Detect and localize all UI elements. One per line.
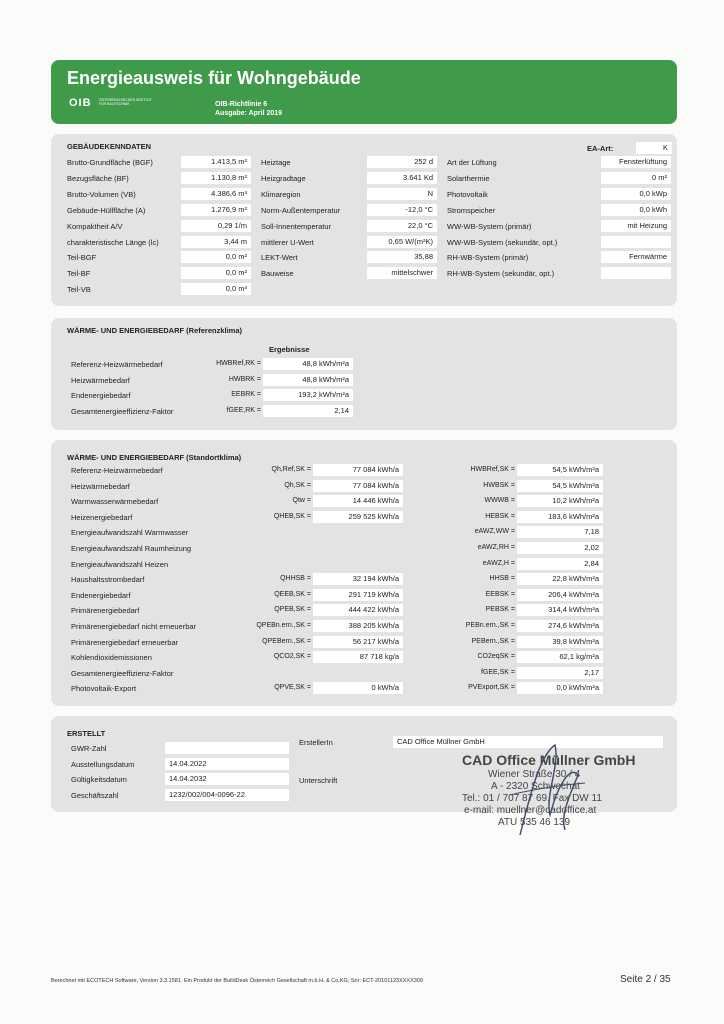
ausgabe: Ausgabe: April 2019 bbox=[215, 110, 283, 117]
gebaeude-title: GEBÄUDEKENNDATEN bbox=[67, 142, 152, 151]
std-s-symbol: HWBRef,SK = bbox=[470, 466, 515, 473]
std-label: Primärenergiebedarf bbox=[71, 606, 140, 616]
geb-col2-label: mittlerer U-Wert bbox=[261, 237, 314, 247]
std-q-value: 32 194 kWh/a bbox=[313, 573, 403, 585]
geb-col2-value: 35,88 bbox=[367, 251, 437, 263]
ref-label: Endenergiebedarf bbox=[71, 391, 131, 400]
std-q-value: 291 719 kWh/a bbox=[313, 589, 403, 601]
std-s-value: 183,6 kWh/m²a bbox=[517, 511, 603, 523]
std-s-symbol: HHSB = bbox=[489, 575, 515, 583]
geb-col2-value: 22,0 °C bbox=[367, 220, 437, 232]
std-s-symbol: PEBSK = bbox=[485, 606, 515, 614]
std-q-symbol: Qtw = bbox=[292, 497, 311, 505]
header-banner bbox=[51, 60, 677, 124]
stamp-line-4: e-mail: muellner@cadoffice.at bbox=[464, 805, 597, 816]
std-q-value: 56 217 kWh/a bbox=[313, 636, 403, 648]
std-label: Gesamtenergieeffizienz-Faktor bbox=[71, 668, 174, 678]
ea-art-value: K bbox=[636, 142, 672, 154]
std-s-value: 7,18 bbox=[517, 526, 603, 538]
ref-value: 193,2 kWh/m²a bbox=[263, 389, 353, 401]
signature bbox=[500, 735, 590, 845]
stamp-company: CAD Office Müllner GmbH bbox=[462, 752, 636, 768]
std-label: Warmwasserwärmebedarf bbox=[71, 497, 159, 507]
geb-col1-value: 0,0 m³ bbox=[181, 283, 251, 295]
std-q-value: 14 446 kWh/a bbox=[313, 495, 403, 507]
std-q-value: 77 084 kWh/a bbox=[313, 464, 403, 476]
geb-col1-label: Kompaktheit A/V bbox=[67, 221, 123, 231]
std-q-symbol: QEEB,SK = bbox=[274, 590, 311, 598]
std-q-symbol: Qh,Ref,SK = bbox=[271, 466, 311, 473]
std-s-value: 39,8 kWh/m²a bbox=[517, 636, 603, 648]
geb-col3-label: Stromspeicher bbox=[447, 205, 496, 215]
std-s-symbol: eAWZ,WW = bbox=[474, 528, 515, 536]
std-q-symbol: QPVE,SK = bbox=[274, 684, 311, 692]
geb-col3-label: WW-WB-System (sekundär, opt.) bbox=[447, 237, 558, 247]
std-s-value: 274,6 kWh/m²a bbox=[517, 620, 603, 632]
std-q-symbol: QCO2,SK = bbox=[273, 653, 311, 661]
ref-symbol: HWBRK = bbox=[228, 375, 261, 383]
geb-col1-value: 1.130,8 m² bbox=[181, 172, 251, 184]
referenz-panel bbox=[51, 318, 677, 430]
ref-value: 2,14 bbox=[263, 405, 353, 417]
std-q-value: 259 525 kWh/a bbox=[313, 511, 403, 523]
std-q-symbol: QHEB,SK = bbox=[273, 512, 311, 520]
geb-col1-label: charakteristische Länge (lc) bbox=[67, 237, 159, 247]
geb-col2-label: Bauweise bbox=[261, 269, 294, 279]
geb-col1-value: 0,29 1/m bbox=[181, 220, 251, 232]
unterschrift-label: Unterschrift bbox=[299, 776, 338, 785]
std-label: Haushaltsstrombedarf bbox=[71, 575, 145, 585]
geb-col1-label: Gebäude-Hüllfläche (A) bbox=[67, 205, 146, 215]
geb-col2-label: Norm-Außentemperatur bbox=[261, 205, 341, 215]
geb-col1-label: Brutto-Volumen (VB) bbox=[67, 189, 136, 199]
ergebnisse-heading: Ergebnisse bbox=[269, 345, 310, 354]
std-s-value: 62,1 kg/m²a bbox=[517, 651, 603, 663]
std-s-value: 54,5 kWh/m²a bbox=[517, 480, 603, 492]
geb-col2-label: Klimaregion bbox=[261, 189, 301, 199]
std-q-symbol: QHHSB = bbox=[280, 575, 311, 583]
geb-col3-value bbox=[601, 267, 671, 279]
erstellt-value bbox=[165, 742, 289, 754]
erstellt-value: 14.04.2022 bbox=[165, 758, 289, 770]
std-s-value: 2,84 bbox=[517, 558, 603, 570]
std-q-value: 388 205 kWh/a bbox=[313, 620, 403, 632]
geb-col3-label: RH-WB-System (primär) bbox=[447, 253, 529, 263]
geb-col1-label: Teil-BGF bbox=[67, 253, 97, 263]
geb-col3-value: 0,0 kWh bbox=[601, 204, 671, 216]
geb-col1-label: Teil-BF bbox=[67, 269, 91, 279]
std-q-value: 77 084 kWh/a bbox=[313, 480, 403, 492]
geb-col3-label: Art der Lüftung bbox=[447, 158, 497, 167]
std-s-symbol: HEBSK = bbox=[485, 512, 515, 520]
std-s-value: 54,5 kWh/m²a bbox=[517, 464, 603, 476]
document-title: Energieausweis für Wohngebäude bbox=[67, 68, 361, 88]
std-s-symbol: PEBn.ern.,SK = bbox=[465, 622, 515, 629]
std-q-value: 0 kWh/a bbox=[313, 682, 403, 694]
erstellt-value: 14.04.2032 bbox=[165, 773, 289, 785]
std-s-symbol: eAWZ,H = bbox=[482, 559, 515, 567]
ref-symbol: fGEE,RK = bbox=[226, 406, 261, 414]
geb-col1-value: 1.413,5 m² bbox=[181, 156, 251, 168]
std-label: Heizwärmebedarf bbox=[71, 481, 130, 491]
oib-logo: OIB bbox=[69, 97, 92, 109]
std-label: Heizenergiebedarf bbox=[71, 512, 133, 522]
std-q-value: 87 718 kg/a bbox=[313, 651, 403, 663]
std-label: Energieaufwandszahl Warmwasser bbox=[71, 528, 189, 538]
footer-text: Berechnet mit ECOTECH Software, Version 3.3.1581. Ein Produkt der BuildDesk Österreich Gesellschaft m.b.H. & Co.KG; Snr: ECT-20101123XXXX309 bbox=[51, 978, 423, 984]
std-s-value: 22,8 kWh/m²a bbox=[517, 573, 603, 585]
std-q-symbol: Qh,SK = bbox=[284, 481, 311, 489]
ref-label: Heizwärmebedarf bbox=[71, 375, 130, 385]
ref-value: 48,8 kWh/m²a bbox=[263, 374, 353, 386]
standort-panel bbox=[51, 440, 677, 706]
std-label: Energieaufwandszahl Heizen bbox=[71, 559, 169, 569]
geb-col3-label: Solarthermie bbox=[447, 173, 490, 183]
referenz-title: WÄRME- UND ENERGIEBEDARF (Referenzklima) bbox=[67, 326, 243, 335]
std-label: Referenz-Heizwärmebedarf bbox=[71, 466, 163, 475]
std-label: Endenergiebedarf bbox=[71, 590, 131, 600]
page-number: Seite 2 / 35 bbox=[620, 974, 671, 985]
geb-col1-value: 4.386,6 m³ bbox=[181, 188, 251, 200]
geb-col2-value: -12,0 °C bbox=[367, 204, 437, 216]
std-q-symbol: QPEBern.,SK = bbox=[262, 637, 311, 645]
erstellt-title: ERSTELLT bbox=[67, 729, 106, 738]
erstellt-label: Ausstellungsdatum bbox=[71, 759, 135, 769]
std-s-symbol: CO2eqSK = bbox=[477, 653, 515, 661]
geb-col2-value: N bbox=[367, 188, 437, 200]
erstellt-label: GWR-Zahl bbox=[71, 744, 107, 753]
geb-col1-label: Bezugsfläche (BF) bbox=[67, 173, 129, 183]
richtlinie: OIB-Richtlinie 6 bbox=[215, 101, 268, 108]
std-s-symbol: PVExport,SK = bbox=[468, 684, 515, 692]
geb-col1-value: 0,0 m² bbox=[181, 267, 251, 279]
std-s-symbol: EEBSK = bbox=[485, 590, 515, 598]
std-q-symbol: QPEB,SK = bbox=[274, 606, 311, 614]
geb-col1-label: Teil-VB bbox=[67, 285, 91, 295]
std-s-value: 314,4 kWh/m²a bbox=[517, 604, 603, 616]
gebaeude-panel bbox=[51, 134, 677, 306]
std-s-value: 206,4 kWh/m²a bbox=[517, 589, 603, 601]
geb-col3-value: Fensterlüftung bbox=[601, 156, 671, 168]
standort-title: WÄRME- UND ENERGIEBEDARF (Standortklima) bbox=[67, 453, 242, 462]
geb-col2-value: 0,65 W/(m²K) bbox=[367, 236, 437, 248]
ref-symbol: HWBRef,RK = bbox=[216, 360, 261, 367]
oib-logo-subtitle: ÖSTERREICHISCHES INSTITUT FÜR BAUTECHNIK bbox=[99, 98, 152, 106]
geb-col3-value bbox=[601, 236, 671, 248]
std-label: Primärenergiebedarf erneuerbar bbox=[71, 637, 179, 647]
stamp-line-5: ATU 535 46 139 bbox=[498, 817, 571, 828]
ref-label: Gesamtenergieeffizienz-Faktor bbox=[71, 406, 174, 416]
ref-label: Referenz-Heizwärmebedarf bbox=[71, 360, 163, 369]
std-s-symbol: PEBern.,SK = bbox=[471, 637, 515, 645]
std-s-value: 10,2 kWh/m²a bbox=[517, 495, 603, 507]
geb-col2-label: Heizgradtage bbox=[261, 173, 306, 183]
std-label: Kohlendioxidemissionen bbox=[71, 653, 152, 663]
stamp-line-3: Tel.: 01 / 707 87 69, Fax DW 11 bbox=[462, 793, 602, 804]
std-s-symbol: HWBSK = bbox=[483, 481, 515, 489]
geb-col3-value: 0,0 kWp bbox=[601, 188, 671, 200]
geb-col2-label: LEKT-Wert bbox=[261, 253, 298, 263]
geb-col1-label: Brutto-Grundfläche (BGF) bbox=[67, 158, 153, 167]
geb-col3-value: Fernwärme bbox=[601, 251, 671, 263]
std-s-value: 0,0 kWh/m²a bbox=[517, 682, 603, 694]
std-label: Primärenergiebedarf nicht erneuerbar bbox=[71, 622, 197, 631]
geb-col1-value: 3,44 m bbox=[181, 236, 251, 248]
geb-col3-label: RH-WB-System (sekundär, opt.) bbox=[447, 269, 555, 279]
std-s-symbol: eAWZ,RH = bbox=[477, 544, 515, 551]
std-q-symbol: QPEBn.ern.,SK = bbox=[256, 622, 311, 629]
std-s-symbol: WWWB = bbox=[484, 497, 515, 505]
geb-col3-label: Photovoltaik bbox=[447, 189, 488, 199]
ref-symbol: EEBRK = bbox=[231, 391, 261, 398]
erstellt-label: Geschäftszahl bbox=[71, 790, 119, 800]
ersteller-label: ErstellerIn bbox=[299, 738, 333, 747]
geb-col1-value: 0,0 m² bbox=[181, 251, 251, 263]
geb-col2-value: 3.641 Kd bbox=[367, 172, 437, 184]
geb-col2-value: mittelschwer bbox=[367, 267, 437, 279]
ea-art-label: EA-Art: bbox=[587, 144, 614, 153]
geb-col3-value: mit Heizung bbox=[601, 220, 671, 232]
std-s-value: 2,17 bbox=[517, 667, 603, 679]
std-label: Photovoltaik-Export bbox=[71, 684, 137, 694]
geb-col3-label: WW-WB-System (primär) bbox=[447, 221, 532, 231]
geb-col1-value: 1.276,9 m² bbox=[181, 204, 251, 216]
std-q-value: 444 422 kWh/a bbox=[313, 604, 403, 616]
geb-col2-value: 252 d bbox=[367, 156, 437, 168]
std-label: Energieaufwandszahl Raumheizung bbox=[71, 544, 192, 553]
geb-col2-label: Soll-Innentemperatur bbox=[261, 221, 332, 231]
std-s-value: 2,02 bbox=[517, 542, 603, 554]
header-subtitle bbox=[215, 100, 282, 118]
geb-col3-value: 0 m² bbox=[601, 172, 671, 184]
stamp-line-2: A - 2320 Schwechat bbox=[491, 781, 580, 792]
geb-col2-label: Heiztage bbox=[261, 158, 291, 167]
erstellt-value: 1232/002/004-0096-22 bbox=[165, 789, 289, 801]
erstellt-label: Gültigkeitsdatum bbox=[71, 775, 127, 784]
std-s-symbol: fGEE,SK = bbox=[480, 668, 515, 676]
ersteller-value: CAD Office Müllner GmbH bbox=[393, 736, 663, 748]
ref-value: 48,8 kWh/m²a bbox=[263, 358, 353, 370]
stamp-line-1: Wiener Straße 30 / 4 bbox=[488, 769, 581, 780]
